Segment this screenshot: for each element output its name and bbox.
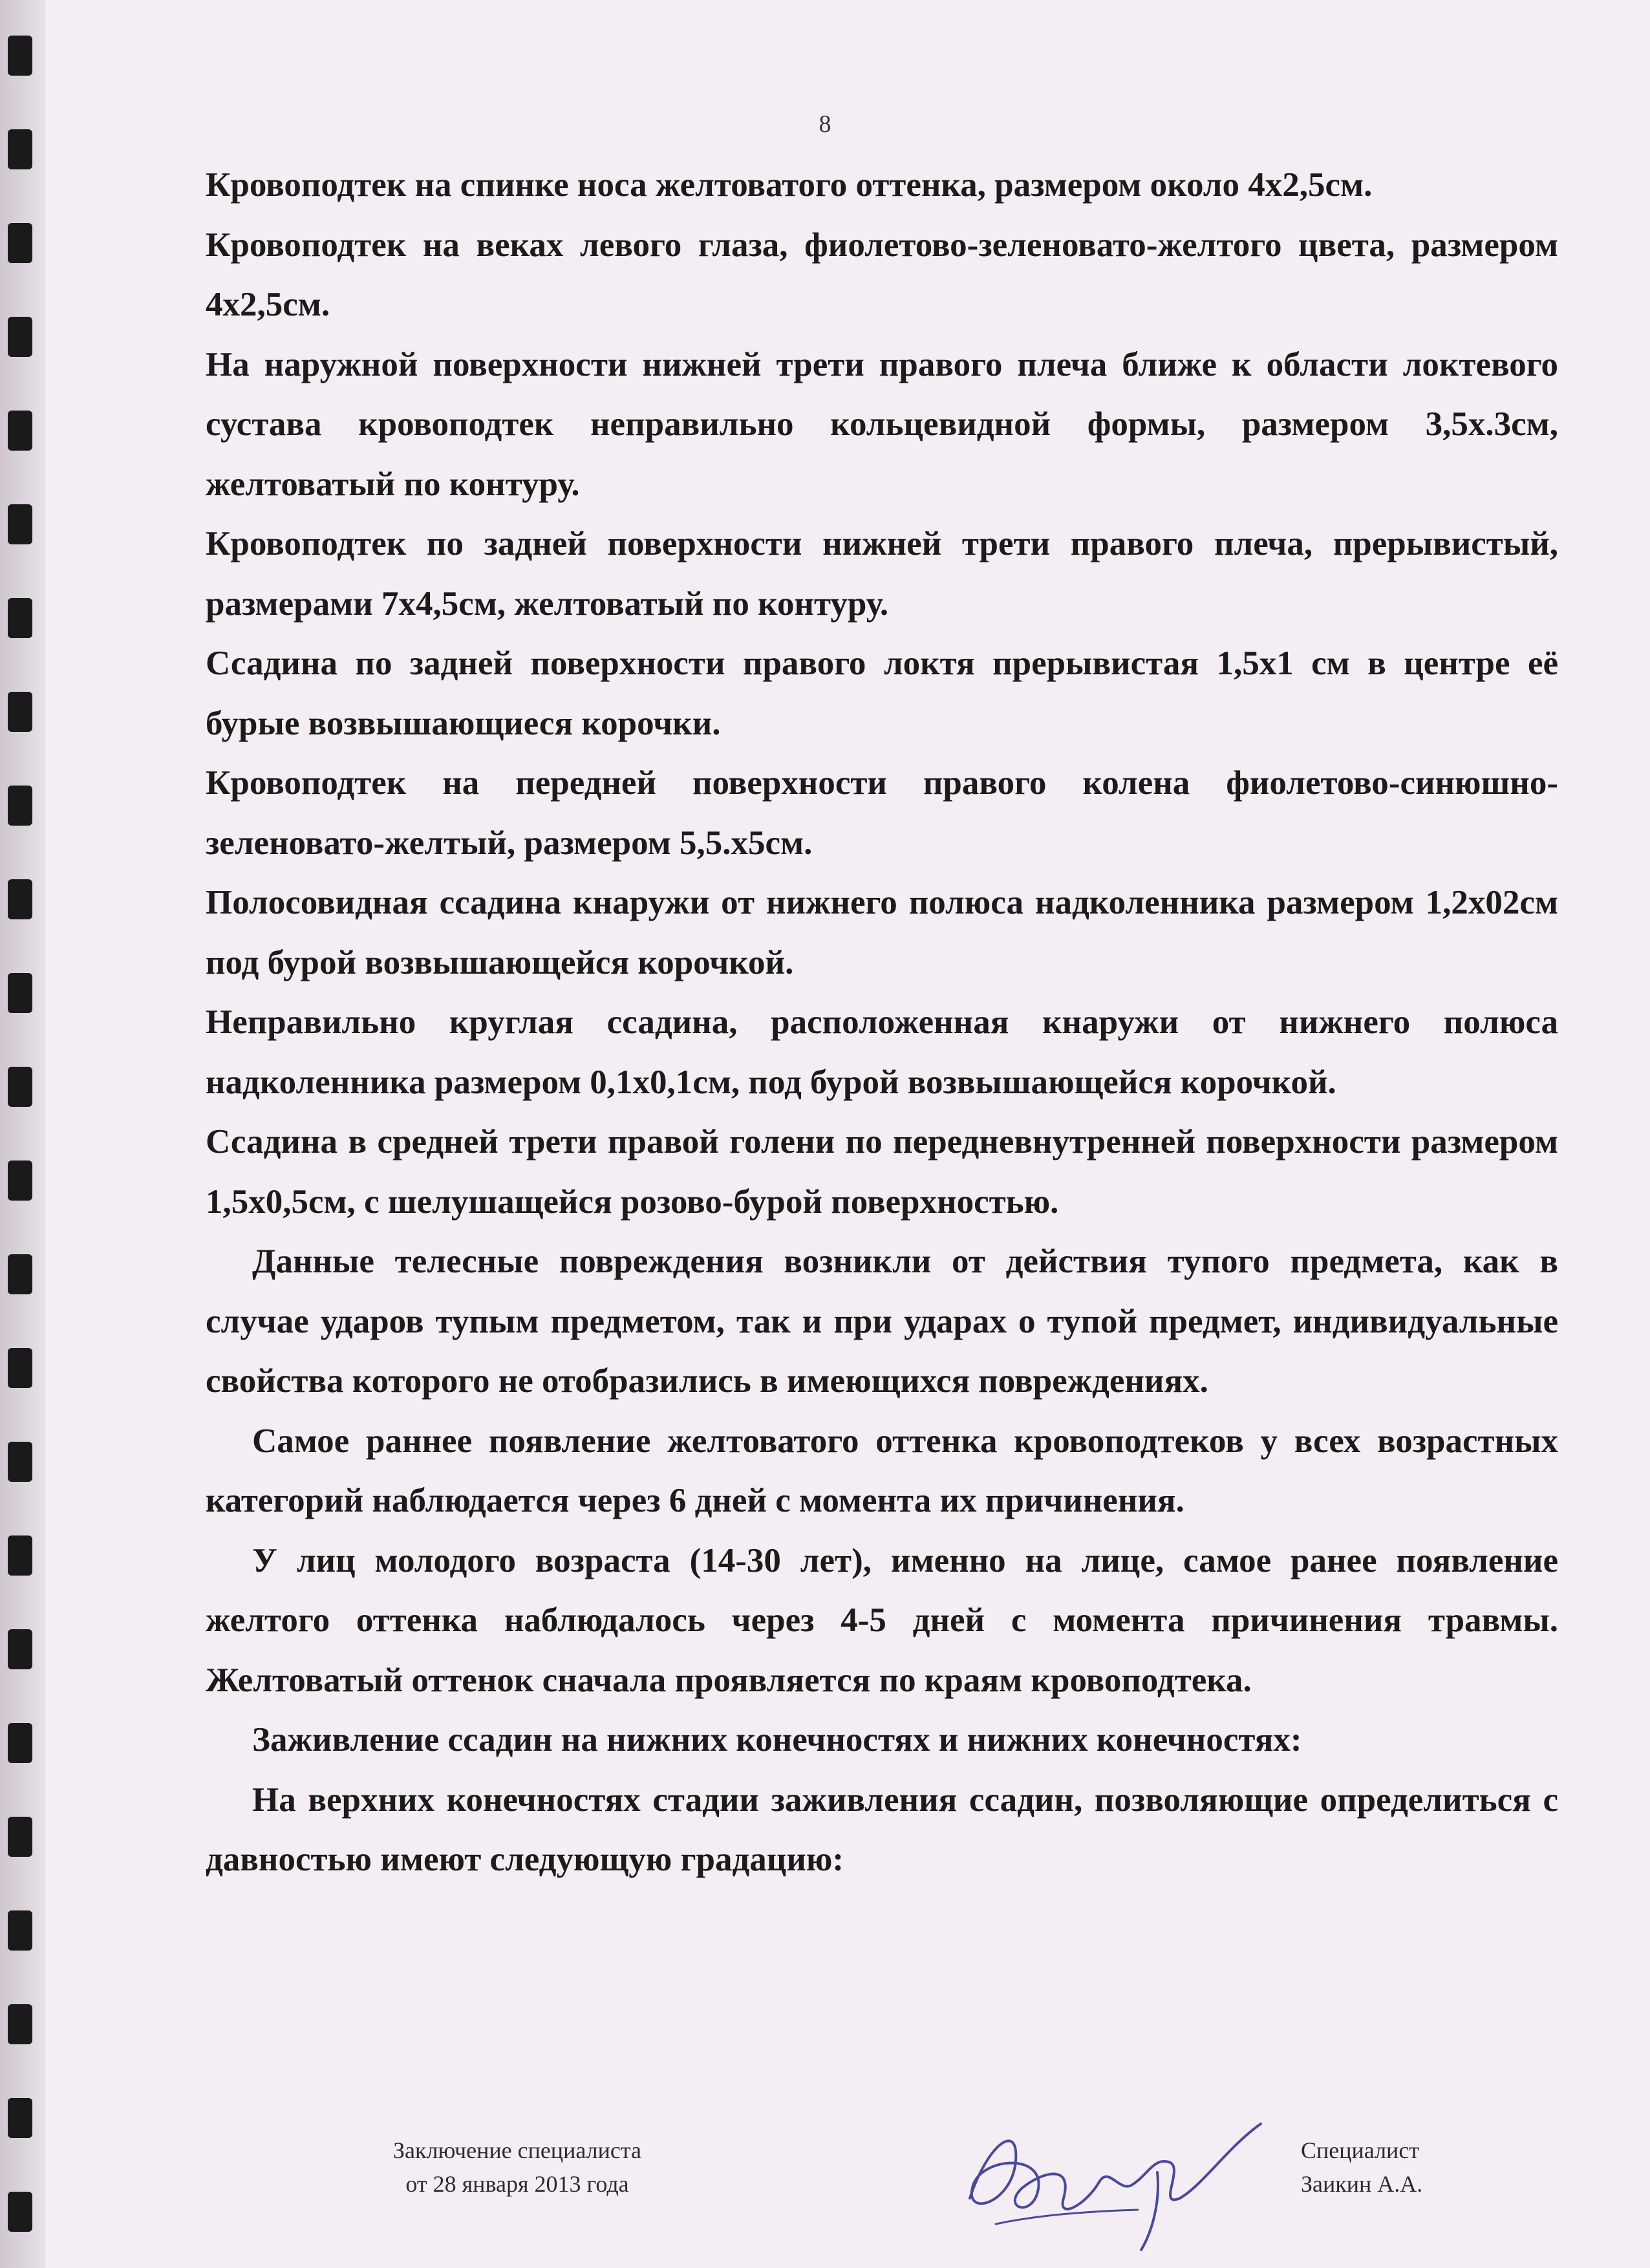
binding-hole [8,2004,32,2044]
finding-paragraph: Кровоподтек на спинке носа желтоватого оттенка, размером около 4х2,5см. [206,166,1373,204]
binding-hole [8,598,32,638]
conclusion-paragraph: Заживление ссадин на нижних конечностях и нижних конечностях: [252,1721,1302,1759]
footer-specialist [1301,2134,1508,2201]
binding-hole [8,1161,32,1201]
finding-paragraph: Ссадина в средней трети правой голени по передневнутренней поверхности размером 1,5х0,5см, с шелушащейся розово-бурой поверхностью. [206,1123,1558,1221]
conclusion-paragraph: У лиц молодого возраста (14-30 лет), именно на лице, самое ранее появление желтого оттенка наблюдалось через 4-5 дней с момента причинения травмы. Желтоватый оттенок сначала проявляется по краям кровоподтека. [206,1541,1558,1699]
conclusion-paragraph: Данные телесные повреждения возникли от действия тупого предмета, как в случае ударов тупым предметом, так и при ударах о тупой предмет, индивидуальные свойства которого не отобразились в имеющихся повреждениях. [206,1243,1558,1400]
signature-stroke [970,2124,1261,2209]
binding-hole [8,1910,32,1951]
footer-left-line: от 28 января 2013 года [405,2171,629,2197]
binding-hole [8,1442,32,1482]
finding-paragraph: На наружной поверхности нижней трети правого плеча ближе к области локтевого сустава кровоподтек неправильно кольцевидной формы, размером 3,5х.3см, желтоватый по контуру. [206,345,1558,503]
binding-hole [8,2098,32,2138]
footer-right-line: Специалист [1301,2137,1420,2163]
signature-stroke [1141,2172,1158,2250]
binding-hole [8,692,32,732]
conclusion-paragraph: Самое раннее появление желтоватого оттенка кровоподтеков у всех возрастных категорий наблюдается через 6 дней с момента их причинения. [206,1422,1558,1519]
binding-hole [8,1254,32,1294]
binding-hole [8,1067,32,1107]
conclusion-paragraph: На верхних конечностях стадии заживления ссадин, позволяющие определиться с давностью имеют следующую градацию: [206,1781,1558,1878]
binding-hole [8,786,32,826]
footer-right-line: Заикин А.А. [1301,2171,1423,2197]
finding-paragraph: Кровоподтек по задней поверхности нижней трети правого плеча, прерывистый, размерами 7х4,5см, желтоватый по контуру. [206,525,1558,623]
footer-left-line: Заключение специалиста [393,2137,641,2163]
page-number: 8 [819,111,831,138]
document-body [206,155,1558,1890]
binding-hole [8,223,32,263]
binding-hole [8,1348,32,1388]
finding-paragraph: Ссадина по задней поверхности правого локтя прерывистая 1,5х1 см в центре её бурые возвышающиеся корочки. [206,645,1558,742]
binding-strip [0,0,45,2268]
binding-hole [8,504,32,544]
binding-hole [8,1629,32,1669]
finding-paragraph: Кровоподтек на передней поверхности правого колена фиолетово-синюшно-зеленовато-желтый, размером 5,5.х5см. [206,764,1558,862]
binding-hole [8,36,32,76]
binding-hole [8,2192,32,2232]
binding-hole [8,1723,32,1763]
binding-hole [8,879,32,919]
signature-image [925,2095,1287,2263]
footer-document-reference [336,2134,698,2201]
finding-paragraph: Полосовидная ссадина кнаружи от нижнего полюса надколенника размером 1,2х02см под бурой возвышающейся корочкой. [206,884,1558,981]
binding-hole [8,411,32,451]
binding-hole [8,317,32,357]
finding-paragraph: Неправильно круглая ссадина, расположенная кнаружи от нижнего полюса надколенника размером 0,1х0,1см, под бурой возвышающейся корочкой. [206,1003,1558,1101]
finding-paragraph: Кровоподтек на веках левого глаза, фиолетово-зеленовато-желтого цвета, размером 4х2,5см. [206,226,1558,323]
binding-hole [8,1535,32,1576]
binding-hole [8,1817,32,1857]
signature-stroke [996,2210,1138,2224]
binding-hole [8,973,32,1013]
